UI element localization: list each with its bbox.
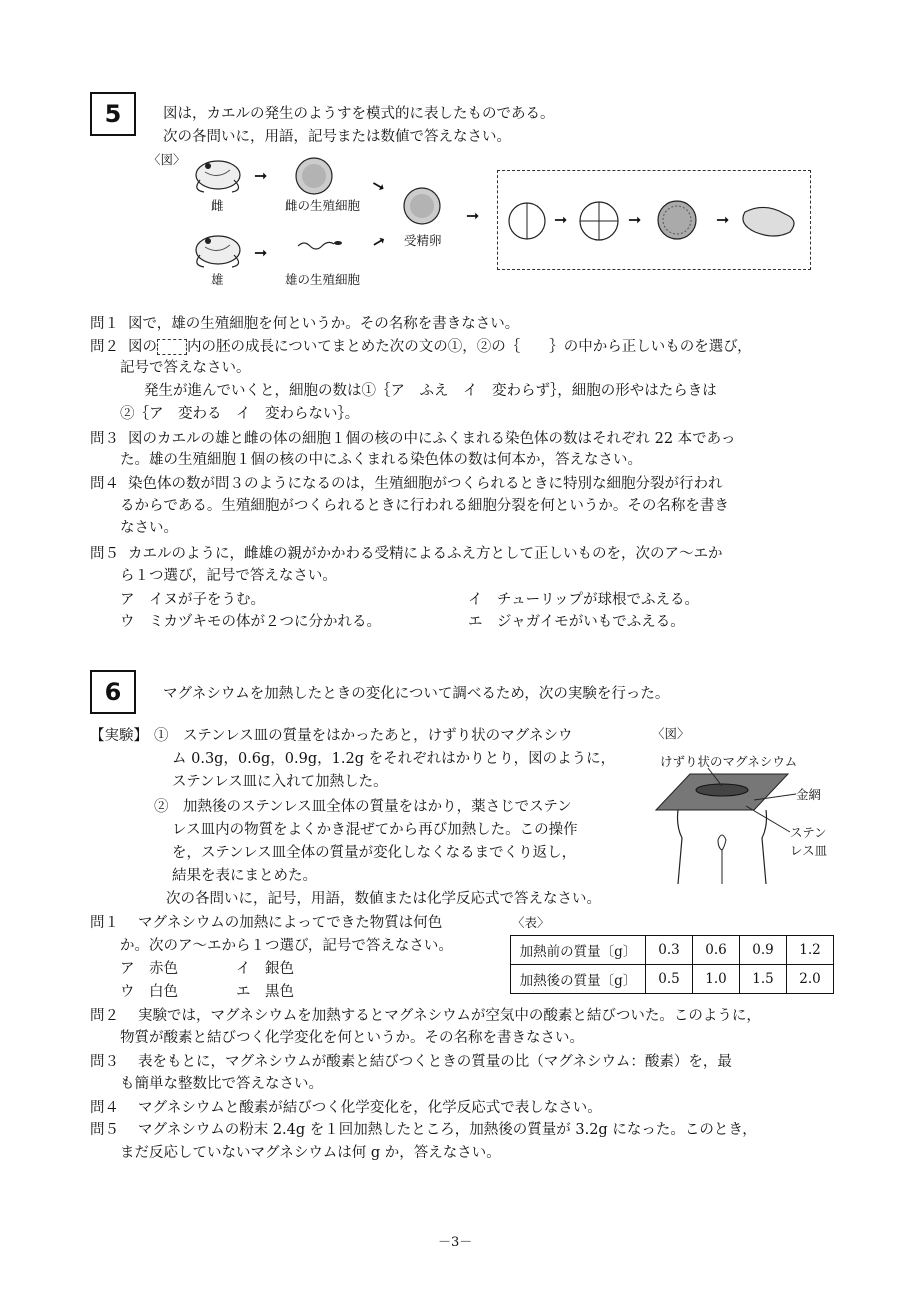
fig-label-dish-1: ステン bbox=[790, 825, 827, 840]
table-row bbox=[511, 936, 834, 965]
exp-step2-line2: レス皿内の物質をよくかき混ぜてから再び加熱した。この操作 bbox=[172, 822, 578, 838]
q5-5-option-c: ウ ミカヅキモの体が２つに分かれる。 bbox=[120, 614, 381, 630]
label-female-cell: 雌の生殖細胞 bbox=[285, 198, 361, 213]
exp-step1-line1: ① ステンレス皿の質量をはかったあと，けずり状のマグネシウ bbox=[154, 728, 573, 744]
q6-1-option-b: イ 銀色 bbox=[236, 961, 294, 977]
q6-4-line1: マグネシウムと酸素が結びつく化学変化を，化学反応式で表しなさい。 bbox=[138, 1100, 602, 1116]
label-male-cell: 雄の生殖細胞 bbox=[285, 272, 361, 287]
q5-2-text: 図の 内の胚の成長についてまとめた次の文の①，②の｛ ｝の中から正しいものを選び， bbox=[128, 339, 752, 355]
q5-2-line3: 発生が進んでいくと，細胞の数は①｛ア ふえ イ 変わらず｝，細胞の形やはたらきは bbox=[144, 383, 717, 399]
q5-2-line4: ②｛ア 変わる イ 変わらない｝。 bbox=[120, 406, 360, 422]
q6-3-line1: 表をもとに，マグネシウムが酸素と結びつくときの質量の比（マグネシウム：酸素）を，最 bbox=[138, 1054, 732, 1070]
q5-3-number: 問３ bbox=[90, 431, 119, 447]
table-cell: 0.6 bbox=[693, 936, 740, 965]
q5-4-line3: なさい。 bbox=[120, 520, 178, 536]
q6-5-number: 問５ bbox=[90, 1122, 119, 1138]
table-cell: 0.9 bbox=[740, 936, 787, 965]
q6-5-line2: まだ反応していないマグネシウムは何 g か，答えなさい。 bbox=[120, 1145, 501, 1161]
arrow-icon: ➞ bbox=[628, 210, 642, 229]
sperm-icon bbox=[298, 242, 334, 249]
q5-5-line2: ら１つ選び，記号で答えなさい。 bbox=[120, 568, 337, 584]
table-cell: 0.5 bbox=[646, 965, 693, 994]
q5-5-option-b: イ チューリップが球根でふえる。 bbox=[468, 592, 699, 608]
q6-1-number: 問１ bbox=[90, 915, 119, 931]
q5-figure-label: 〈図〉 bbox=[148, 152, 186, 167]
table-cell: 0.3 bbox=[646, 936, 693, 965]
q5-3-line2: た。雄の生殖細胞１個の核の中にふくまれる染色体の数は何本か，答えなさい。 bbox=[120, 452, 642, 468]
label-fertilized-egg: 受精卵 bbox=[404, 233, 442, 248]
label-female: 雌 bbox=[211, 198, 224, 213]
q6-2-line1: 実験では，マグネシウムを加熱するとマグネシウムが空気中の酸素と結びついた。このように， bbox=[138, 1008, 761, 1024]
q6-1-option-d: エ 黒色 bbox=[236, 984, 294, 1000]
inline-dashed-box bbox=[157, 339, 187, 355]
mass-results-table bbox=[510, 935, 834, 994]
question-number-5: 5 bbox=[90, 92, 136, 136]
row-header-before: 加熱前の質量〔g〕 bbox=[511, 936, 646, 965]
table-label: 〈表〉 bbox=[512, 915, 550, 930]
q5-4-line2: るからである。生殖細胞がつくられるときに行われる細胞分裂を何というか。その名称を書き bbox=[120, 498, 729, 514]
exp-step1-line2: ム 0.3g，0.6g，0.9g，1.2g をそれぞれはかりとり，図のように， bbox=[172, 751, 616, 767]
question-number-6: 6 bbox=[90, 670, 136, 714]
q5-4-number: 問４ bbox=[90, 476, 119, 492]
burner-apparatus-figure bbox=[648, 766, 798, 886]
q5-2-number: 問２ bbox=[90, 339, 119, 355]
female-frog-icon bbox=[196, 161, 240, 192]
q6-1-option-c: ウ 白色 bbox=[120, 984, 178, 1000]
q6-instructions: 次の各問いに，記号，用語，数値または化学反応式で答えなさい。 bbox=[166, 891, 601, 907]
table-cell: 1.0 bbox=[693, 965, 740, 994]
fig-label-magnesium: けずり状のマグネシウム bbox=[660, 754, 798, 769]
exp-step2-line1: ② 加熱後のステンレス皿全体の質量をはかり，薬さじでステン bbox=[154, 799, 572, 815]
label-male: 雄 bbox=[211, 272, 224, 287]
q5-1-number: 問１ bbox=[90, 316, 119, 332]
male-frog-icon bbox=[196, 236, 240, 267]
exp-step2-line3: を，ステンレス皿全体の質量が変化しなくなるまでくり返し， bbox=[172, 845, 577, 861]
experiment-label: 【実験】 bbox=[90, 728, 148, 744]
q5-5-number: 問５ bbox=[90, 546, 119, 562]
embryo-dashed-box bbox=[497, 170, 811, 270]
q6-5-line1: マグネシウムの粉末 2.4g を１回加熱したところ，加熱後の質量が 3.2g になった。このとき， bbox=[138, 1122, 757, 1138]
fig-label-dish-2: レス皿 bbox=[790, 843, 828, 858]
q5-5-line1: カエルのように，雌雄の親がかかわる受精によるふえ方として正しいものを，次のア～エか bbox=[128, 546, 723, 562]
q6-1-line1: マグネシウムの加熱によってできた物質は何色 bbox=[138, 915, 443, 931]
q6-2-line2: 物質が酸素と結びつく化学変化を何というか。その名称を書きなさい。 bbox=[120, 1030, 584, 1046]
arrow-icon: ➞ bbox=[254, 166, 268, 185]
q5-5-option-d: エ ジャガイモがいもでふえる。 bbox=[468, 614, 685, 630]
arrow-icon: ➞ bbox=[368, 229, 390, 254]
q6-3-line2: も簡単な整数比で答えなさい。 bbox=[120, 1076, 323, 1092]
q6-1-line2: か。次のア～エから１つ選び，記号で答えなさい。 bbox=[120, 938, 453, 954]
q5-1-text: 図で，雄の生殖細胞を何というか。その名称を書きなさい。 bbox=[128, 316, 520, 332]
q6-2-number: 問２ bbox=[90, 1008, 119, 1024]
q6-4-number: 問４ bbox=[90, 1100, 119, 1116]
arrow-icon: ➞ bbox=[554, 210, 568, 229]
arrow-icon: ➞ bbox=[254, 243, 268, 262]
exp-step1-line3: ステンレス皿に入れて加熱した。 bbox=[172, 774, 388, 790]
q5-2-line2: 記号で答えなさい。 bbox=[120, 360, 251, 376]
table-row bbox=[511, 965, 834, 994]
arrow-icon: ➞ bbox=[466, 206, 480, 225]
q6-3-number: 問３ bbox=[90, 1054, 119, 1070]
fig-label-wire-net: 金網 bbox=[796, 787, 822, 802]
q5-intro-line2: 次の各問いに，用語，記号または数値で答えなさい。 bbox=[163, 129, 511, 145]
table-cell: 2.0 bbox=[787, 965, 834, 994]
table-cell: 1.2 bbox=[787, 936, 834, 965]
q5-5-option-a: ア イヌが子をうむ。 bbox=[120, 592, 265, 608]
exp-step2-line4: 結果を表にまとめた。 bbox=[172, 868, 317, 884]
q6-intro: マグネシウムを加熱したときの変化について調べるため，次の実験を行った。 bbox=[163, 686, 670, 702]
q6-1-option-a: ア 赤色 bbox=[120, 961, 178, 977]
arrow-icon: ➞ bbox=[716, 210, 730, 229]
page-number: －3－ bbox=[438, 1235, 473, 1250]
q5-3-line1: 図のカエルの雄と雌の体の細胞１個の核の中にふくまれる染色体の数はそれぞれ 22 本であっ bbox=[128, 431, 736, 447]
q5-4-line1: 染色体の数が問３のようになるのは，生殖細胞がつくられるときに特別な細胞分裂が行われ bbox=[128, 476, 723, 492]
arrow-icon: ➞ bbox=[368, 173, 390, 198]
row-header-after: 加熱後の質量〔g〕 bbox=[511, 965, 646, 994]
table-cell: 1.5 bbox=[740, 965, 787, 994]
q5-intro-line1: 図は，カエルの発生のようすを模式的に表したものである。 bbox=[163, 106, 555, 122]
q6-figure-label: 〈図〉 bbox=[652, 726, 690, 741]
